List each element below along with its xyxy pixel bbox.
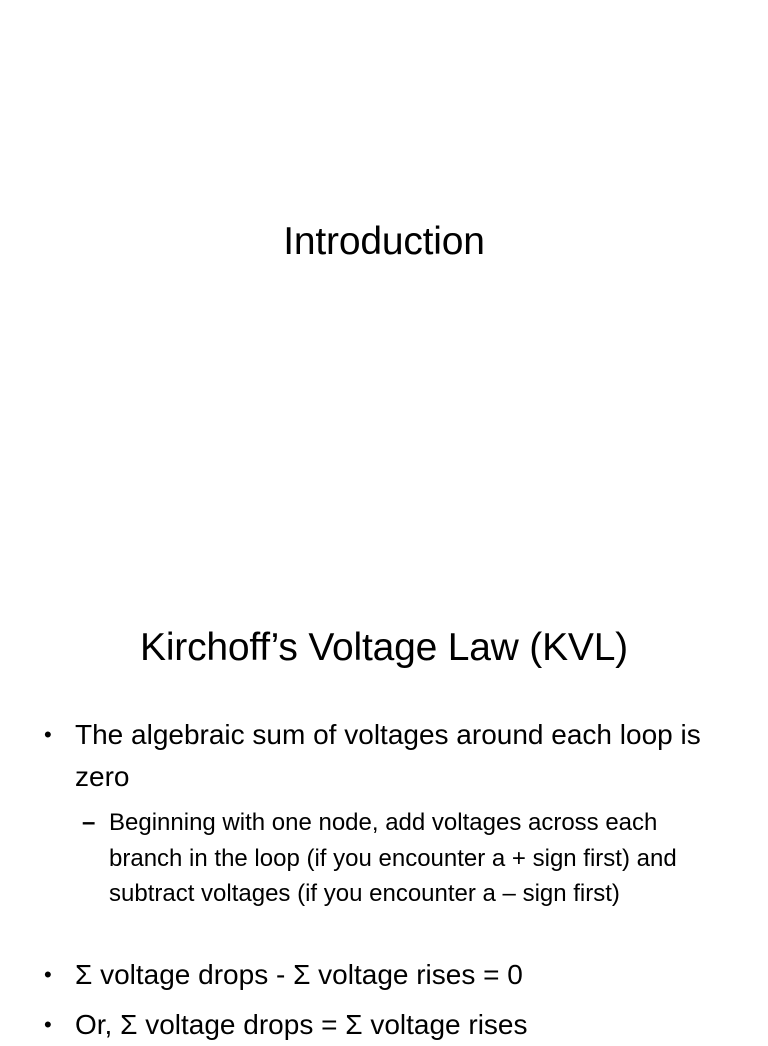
bullet-marker: • xyxy=(44,962,52,987)
bullet-text: Σ voltage drops - Σ voltage rises = 0 xyxy=(75,959,523,990)
slide-kvl xyxy=(0,576,768,1040)
slide-title: Kirchoff’s Voltage Law (KVL) xyxy=(140,626,628,669)
dash-marker: – xyxy=(82,809,96,836)
bullet-marker: • xyxy=(44,1012,52,1037)
slide-title: Introduction xyxy=(283,220,485,263)
bullet-marker: • xyxy=(44,722,52,747)
bullet-item xyxy=(44,714,734,798)
sub-bullet-text: Beginning with one node, add voltages across each branch in the loop (if you encounter a + sign first) and subtract voltages (if you encounter a – sign first) xyxy=(109,809,677,907)
bullet-item xyxy=(44,954,734,996)
bullet-text: Or, Σ voltage drops = Σ voltage rises xyxy=(75,1009,528,1040)
sub-bullet-item xyxy=(82,805,722,912)
bullet-item xyxy=(44,1004,734,1046)
bullet-text: The algebraic sum of voltages around each loop is zero xyxy=(75,719,701,792)
